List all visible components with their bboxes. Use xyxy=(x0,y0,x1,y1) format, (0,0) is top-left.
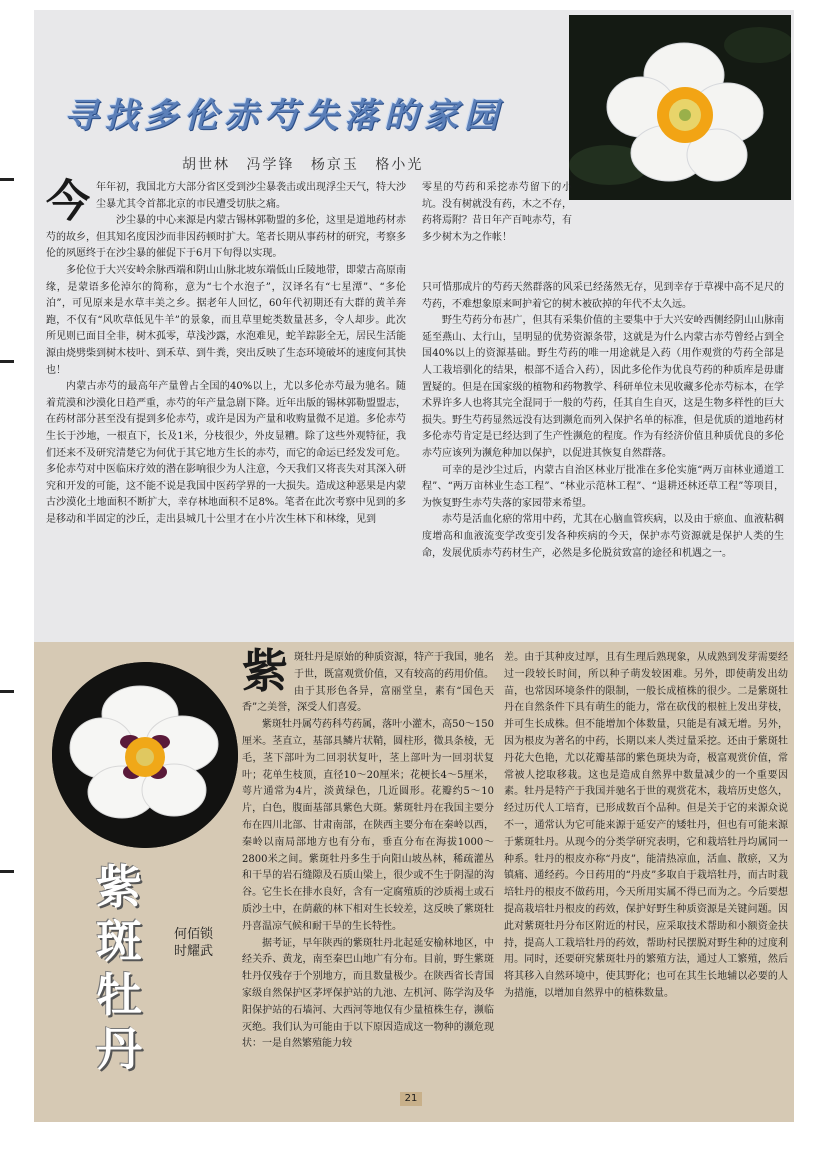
margin-mark xyxy=(0,360,14,363)
dropcap: 紫 xyxy=(242,644,288,698)
paragraph: 野生芍药分布甚广，但其有采集价值的主要集中于大兴安岭西侧经阴山山脉南延至燕山、太行山，呈明显的优势资源条带，这就是为什么内蒙古赤芍曾经占到全国40%以上的资源基础。野生芍药的唯一用途就是入药（用作观赏的芍药全部是人工栽培驯化的结果，根部不适合入药），因此多伦作为优良芍药的种质库是毋庸置疑的。但是在国家级的植物和药物教学、科研单位未见收藏多伦赤芍标本，在学术界许多人也将其完全混同于一般的芍药，任其自生自灭，这是生物多样性的巨大损失。野生芍药显然远没有达到濒危而列入保护名单的标准，但是优质的道地药材多伦赤芍肯定是已经达到了生产性濒危的程度。作为有经济价值且种质优良的多伦赤芍应该列为濒危种加以保护，以促进其恢复自然群落。 xyxy=(422,315,784,459)
article-authors: 胡世林 冯学锋 杨京玉 格小光 xyxy=(182,157,424,173)
magazine-page xyxy=(34,10,794,1122)
page-number: 21 xyxy=(400,1092,422,1106)
article-column-2 xyxy=(422,280,784,562)
article2-column-1 xyxy=(242,644,494,1053)
paragraph: 可幸的是沙尘过后，内蒙古自治区林业厅批准在多伦实施“两万亩林业通道工程”、“两万亩林业生态工程”、“林业示范林工程”、“退耕还林还草工程”等项目，为恢复野生赤芍失落的家园带来希望。 xyxy=(422,464,784,509)
article-column-1 xyxy=(46,176,406,528)
article-title: 寻找多伦赤芍失落的家园 xyxy=(64,96,504,136)
paragraph: 沙尘暴的中心来源是内蒙古锡林郭勒盟的多伦，这里是道地药材赤芍的故乡，但其知名度因沙而非因药顿时扩大。笔者长期从事药材的研究，考察多伦的夙愿终于在沙尘暴的催促下于6月下旬得以实现。 xyxy=(46,215,406,260)
margin-mark xyxy=(0,178,14,181)
paragraph: 据考证，早年陕西的紫斑牡丹北起延安榆林地区，中经关乔、黄龙，南至秦巴山地广有分布。目前，野生紫斑牡丹仅残存于个别地方，而且数量极少。在陕西省长青国家级自然保护区茅坪保护站的九池、左机河、陈学沟及华阳保护站的石墙河、大西河等地仅有少量植株生存，濒临灭绝。我们认为可能由于以下原因造成这一物种的濒危现状：一是自然繁殖能力较 xyxy=(242,937,494,1050)
article-top xyxy=(34,10,794,642)
dropcap: 今 xyxy=(46,176,90,227)
paragraph: 年年初，我国北方大部分省区受到沙尘暴袭击或出现浮尘天气，特大沙尘暴尤其令首都北京的市民遭受切肤之痛。 xyxy=(96,182,406,210)
paragraph: 赤芍是活血化瘀的常用中药，尤其在心脑血管疾病，以及由于瘀血、血液粘稠度增高和血液流变学改变引发各种疾病的今天，保护赤芍资源就是保护人类的生命，发展优质赤芍药材生产，必然是多伦脱贫致富的途径和机遇之一。 xyxy=(422,514,784,559)
peony-photo xyxy=(569,15,791,200)
margin-mark xyxy=(0,690,14,693)
article-bottom xyxy=(34,642,794,1122)
article2-column-2 xyxy=(504,650,788,1003)
article-title-vertical: 紫斑牡丹 xyxy=(96,860,142,1076)
purple-spot-peony-illustration xyxy=(52,662,238,848)
paragraph: 零星的芍药和采挖赤芍留下的小坑。没有树就没有药，木之不存，药将焉附？昔日年产百吨赤芍，有多少树木为之作帐！ xyxy=(422,182,572,243)
paragraph: 差。由于其种皮过厚，且有生理后熟现象，从成熟到发芽需要经过一段较长时间，所以种子萌发较困难。另外，即使萌发出幼苗，也常因环境条件的限制，一般长成植株的很少。二是紫斑牡丹在自然条件下具有萌生的能力，常在砍伐的根桩上发出芽枝，并可生长成株。但不能增加个体数量，只能是有减无增。另外，因为根皮为著名的中药，长期以来人类过量采挖。还由于紫斑牡丹花大色艳，尤以花瓣基部的紫色斑块为奇，极富观赏价值，常常被人挖取移栽。这也是造成自然界中数量减少的一个重要因素。牡丹是特产于我国并驰名于世的观赏花木，栽培历史悠久，经过历代人工培育，已形成数百个品种。但是关于它的来源众说不一，通常认为它可能来源于延安产的矮牡丹，但也有可能来源于紫斑牡丹。从现今的分类学研究表明，它和栽培牡丹均属同一种系。牡丹的根皮亦称“丹皮”，能清热凉血，活血、散瘀，又为镇痛、通经药。今日药用的“丹皮”多取自于栽培牡丹，而古时栽培牡丹的根皮不做药用，今天所用实属不得已而为之。今后要想提高栽培牡丹根皮的药效，保护好野生种质资源是关键问题。因此对紫斑牡丹分布区附近的村民，应采取技术帮助和小额资金扶持，提高人工栽培牡丹的药效，帮助村民摆脱对野生种的过度利用。同时，还要研究紫斑牡丹的繁殖方法，通过人工繁殖，然后将其移入自然环境中，使其野化；也可在其生长地辅以必要的人为措施，以增加自然界中的植株数量。 xyxy=(504,652,788,999)
paragraph: 紫斑牡丹属芍药科芍药属，落叶小灌木，高50～150厘米。茎直立，基部具鳞片状鞘，圆柱形，微具条棱，无毛，茎下部叶为二回羽状复叶，茎上部叶为一回羽状复叶；花单生枝顶，直径10～20厘米；花梗长4～5厘米，萼片通常为4片，淡黄绿色，几近圆形。花瓣约5～10片，白色，腹面基部具紫色大斑。紫斑牡丹在我国主要分布在四川北部、甘肃南部，在陕西主要分布在秦岭以西，秦岭以南局部地方也有分布，垂直分布在海拔1000～2800米之间。紫斑牡丹多生于向阳山坡丛林，稀疏灌丛和干旱的岩石缝隙及石质山梁上，很少或不生于阴湿的沟谷。它生长在排水良好，含有一定腐殖质的沙质褐土或石质沙土中，在荫蔽的林下相对生长较差，这反映了紫斑牡丹喜温凉气候和耐干旱的生长特性。 xyxy=(242,719,494,932)
paragraph: 内蒙古赤芍的最高年产量曾占全国的40%以上，尤以多伦赤芍最为驰名。随着荒漠和沙漠化日趋严重，赤芍的年产量急剧下降。近年出版的锡林郭勒盟盟志，在药材部分甚至没有提到多伦赤芍，或许是因为产量和收购量微不足道。多伦赤芍生长于沙地，一根直下，长及1米，分枝很少，外皮显糟。除了这些外观特征，我们还来不及研究清楚它为何优于其它地方生长的赤芍，而它的命运已经发发可危。多伦赤芍对中医临床疗效的潜在影响很少为人注意，今天我们又将丧失对其深入研究和开发的可能，这不能不说是我国中医药学界的一大损失。造成这种恶果是内蒙古沙漠化土地面积不断扩大，幸存林地面积不足8%。笔者在此次考察中见到的多是移动和半固定的沙丘，走出县城几十公里才在小片次生林下和林缘，见到 xyxy=(46,381,406,525)
article-authors-vertical: 何佰锁 时耀武 xyxy=(174,927,214,959)
white-peony-illustration xyxy=(569,15,791,200)
purple-spot-peony-photo xyxy=(52,662,238,848)
article-column-2-upper xyxy=(422,180,572,246)
paragraph: 只可惜那成片的芍药天然群落的风采已经荡然无存，见到幸存于草裸中高不足尺的芍药，不难想象原来呵护着它的树木被砍掉的年代不太久远。 xyxy=(422,282,784,310)
paragraph: 斑牡丹是原始的种质资源，特产于我国，驰名于世，既富观赏价值，又有较高的药用价值。由于其形色各异，富丽堂皇，素有“国色天香”之美誉，深受人们喜爱。 xyxy=(242,652,494,714)
paragraph: 多伦位于大兴安岭余脉西端和阴山山脉北坡东端低山丘陵地带，即蒙古高原南缘，是蒙语多伦淖尔的简称，意为“七个水泡子”，汉译名有“七星潭”、“多伦泊”，可见原来是水草丰美之乡。据老年人回忆，60年代初期还有大群的黄羊奔跑，不仅有“风吹草低见牛羊”的景象，而且草里蛇类数量甚多，令人却步。此次所见则已面目全非，树木孤零，草浅沙露，水泡难见，蛇羊踪影全无，居民生活能源由烧劈柴到树木枝叶、到禾草、到牛粪，突出反映了生态环境破坏的速度何其快也！ xyxy=(46,264,406,376)
margin-mark xyxy=(0,870,14,873)
